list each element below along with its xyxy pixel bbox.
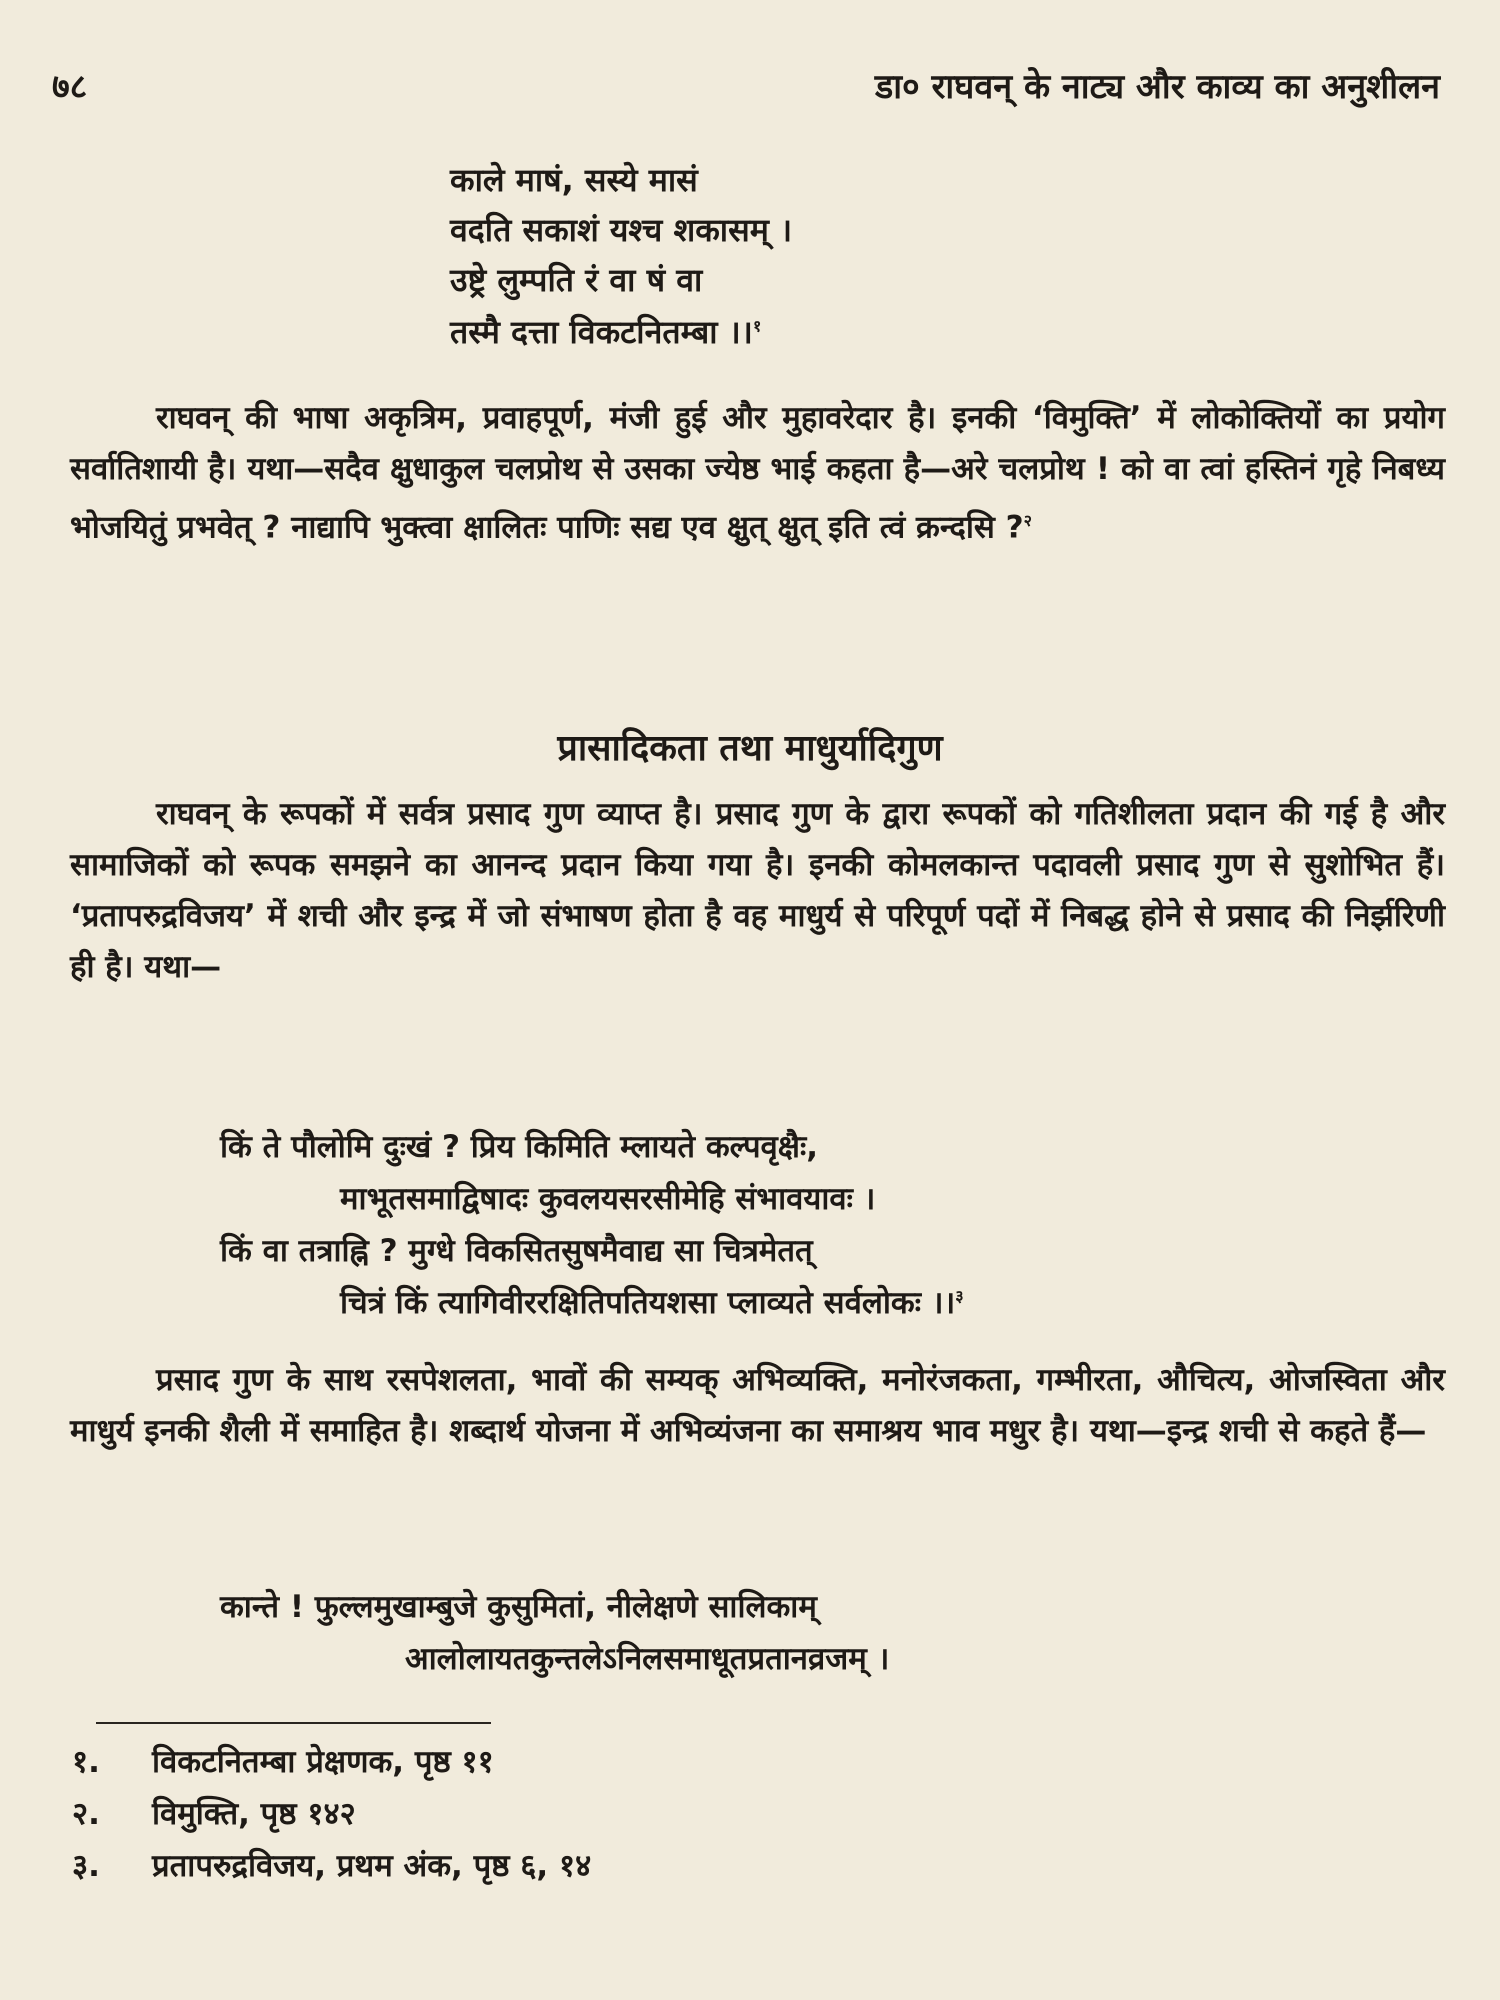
verse-line: किं वा तत्राह्नि ? मुग्धे विकसितसुषमैवाद्य सा चित्रमेतत् bbox=[220, 1233, 813, 1269]
footnote-item bbox=[72, 1740, 494, 1782]
footnote-text: विमुक्ति, पृष्ठ १४२ bbox=[152, 1796, 356, 1832]
running-title: डा० राघवन् के नाट्य और काव्य का अनुशीलन bbox=[875, 67, 1440, 107]
verse-line: आलोलायतकुन्तलेऽनिलसमाधूतप्रतानव्रजम् । bbox=[405, 1641, 890, 1677]
paragraph-text: राघवन् के रूपकों में सर्वत्र प्रसाद गुण व्याप्त है। प्रसाद गुण के द्वारा रूपकों को गतिशीलता प्रदान की गई है और सामाजिकों को रूपक समझने का आनन्द प्रदान किया गया है। इनकी कोमलकान्त पदावली प्रसाद गुण से सुशोभित हैं। ‘प्रतापरुद्रविजय’ में शची और इन्द्र में जो संभाषण होता है वह माधुर्य से परिपूर्ण पदों में निबद्ध होने से प्रसाद की निर्झरिणी ही है। यथा— bbox=[70, 796, 1445, 985]
paragraph-qualities bbox=[70, 1355, 1445, 1457]
footnote-divider bbox=[96, 1722, 491, 1724]
verse-line: वदति सकाशं यश्च शकासम् । bbox=[450, 211, 793, 249]
verse-line-with-ref bbox=[340, 1281, 964, 1323]
verse-line: माभूतसमाद्विषादः कुवलयसरसीमेहि संभावयावः । bbox=[340, 1181, 876, 1217]
verse-line: उष्ट्रे लुम्पति रं वा षं वा bbox=[450, 261, 703, 299]
footnote-text: विकटनितम्बा प्रेक्षणक, पृष्ठ ११ bbox=[152, 1744, 494, 1780]
footnote-item bbox=[72, 1792, 356, 1834]
footnote-number: ३. bbox=[72, 1848, 100, 1884]
footnote-item bbox=[72, 1844, 591, 1886]
paragraph-language bbox=[70, 393, 1445, 553]
footnote-number: २. bbox=[72, 1796, 100, 1832]
page-number: ७८ bbox=[52, 67, 88, 107]
paragraph-prasada bbox=[70, 789, 1445, 993]
verse-line: काले माषं, सस्ये मासं bbox=[450, 161, 698, 199]
footnote-text: प्रतापरुद्रविजय, प्रथम अंक, पृष्ठ ६, १४ bbox=[152, 1848, 592, 1884]
verse-line: कान्ते ! फुल्लमुखाम्बुजे कुसुमितां, नीलेक्षणे सालिकाम् bbox=[220, 1589, 817, 1625]
paragraph-text: प्रसाद गुण के साथ रसपेशलता, भावों की सम्यक् अभिव्यक्ति, मनोरंजकता, गम्भीरता, औचित्य, ओजस्विता और माधुर्य इनकी शैली में समाहित है। शब्दार्थ योजना में अभिव्यंजना का समाश्रय भाव मधुर है। यथा—इन्द्र शची से कहते हैं— bbox=[70, 1362, 1445, 1449]
verse-line-text: चित्रं किं त्यागिवीररक्षितिपतियशसा प्लाव्यते सर्वलोकः ।। bbox=[340, 1285, 956, 1321]
section-heading: प्रासादिकता तथा माधुर्यादिगुण bbox=[557, 728, 943, 769]
page-header bbox=[52, 62, 1440, 112]
verse-line-with-ref bbox=[450, 310, 761, 353]
paragraph-text: राघवन् की भाषा अकृत्रिम, प्रवाहपूर्ण, मंजी हुई और मुहावरेदार है। इनकी ‘विमुक्ति’ में लोकोक्तियों का प्रयोग सर्वातिशायी है। यथा—सदैव क्षुधाकुल चलप्रोथ से उसका ज्येष्ठ भाई कहता है—अरे चलप्रोथ ! को वा त्वां हस्तिनं गृहे निबध्य भोजयितुं प्रभवेत् ? नाद्यापि भुक्त्वा क्षालितः पाणिः सद्य एव क्षुत् क्षुत् इति त्वं क्रन्दसि ? bbox=[70, 400, 1445, 546]
footnote-ref: २ bbox=[1023, 511, 1032, 530]
verse-line: किं ते पौलोमि दुःखं ? प्रिय किमिति म्लायते कल्पवृक्षैः, bbox=[220, 1129, 819, 1165]
footnote-ref: १ bbox=[752, 316, 762, 336]
verse-line-text: तस्मै दत्ता विकटनितम्बा ।। bbox=[450, 313, 753, 351]
footnote-ref: ३ bbox=[955, 1286, 964, 1306]
footnote-number: १. bbox=[72, 1744, 100, 1780]
